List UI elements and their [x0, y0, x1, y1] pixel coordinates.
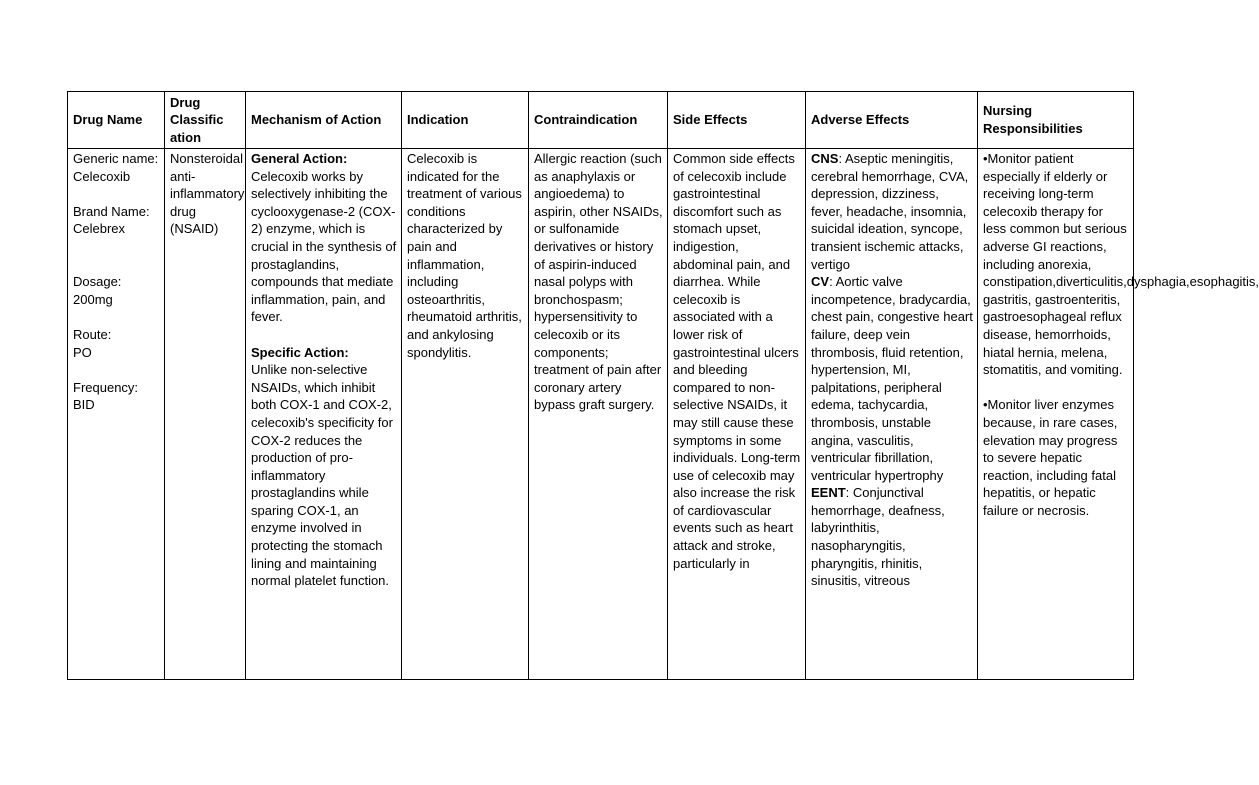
cns-text: : Aseptic meningitis, cerebral hemorrhage, CVA, depression, dizziness, fever, headache, insomnia, suicidal ideation, syncope, transient ischemic attacks, vertigo	[811, 151, 969, 272]
classification-text: Nonsteroidal anti-inflammatory drug (NSAID)	[170, 151, 245, 237]
brand-name-value: Celebrex	[73, 221, 126, 237]
header-drug-name: Drug Name	[68, 92, 165, 149]
table-row	[68, 149, 1134, 680]
cell-adverse-effects	[806, 149, 978, 680]
eent-label: EENT	[811, 485, 846, 501]
side-effects-text: Common side effects of celecoxib include gastrointestinal discomfort such as stomach upset, indigestion, abdominal pain, and diarrhea. While celecoxib is associated with a lower risk of gastrointestinal ulcers and bleeding compared to non-selective NSAIDs, it may still cause these symptoms in some individuals. Long-term use of celecoxib may also increase the risk of cardiovascular events such as heart attack and stroke, particularly in	[673, 151, 801, 571]
eent-text: : Conjunctival hemorrhage, deafness, labyrinthitis, nasopharyngitis, pharyngitis, rhinitis, sinusitis, vitreous	[811, 485, 945, 589]
header-side-effects: Side Effects	[668, 92, 806, 149]
nursing-item-gi-monitoring: •Monitor patient especially if elderly or receiving long-term celecoxib therapy for less common but serious adverse GI reactions, including anorexia, constipation,diverticulitis,dysphagia,esophagitis, gastritis, gastroenteritis, gastroesophageal reflux disease, hemorrhoids, hiatal hernia, melena, stomatitis, and vomiting.	[983, 151, 1259, 378]
header-mechanism-of-action: Mechanism of Action	[246, 92, 402, 149]
route-label: Route:	[73, 326, 112, 342]
cv-label: CV	[811, 274, 830, 290]
header-nursing-responsibilities: Nursing Responsibilities	[978, 92, 1134, 149]
specific-action-title: Specific Action:	[251, 344, 349, 360]
cell-drug-name	[68, 149, 165, 680]
table-header-row	[68, 92, 1134, 149]
header-drug-classification: Drug Classific ation	[165, 92, 246, 149]
cell-side-effects	[668, 149, 806, 680]
generic-name-label: Generic name:	[73, 151, 159, 166]
cell-mechanism	[246, 149, 402, 680]
specific-action-text: Unlike non-selective NSAIDs, which inhibit both COX-1 and COX-2, celecoxib's specificity for COX-2 reduces the production of pro-inflammatory prostaglandins while sparing COX-1, an enzyme involved in protecting the stomach lining and maintaining normal platelet function.	[251, 362, 397, 589]
cns-label: CNS	[811, 151, 839, 166]
cell-indication	[402, 149, 529, 680]
brand-name-label: Brand Name:	[73, 203, 150, 219]
cell-classification	[165, 149, 246, 680]
route-value: PO	[73, 344, 92, 360]
indication-text: Celecoxib is indicated for the treatment of various conditions characterized by pain and inflammation, including osteoarthritis, rheumatoid arthritis, and ankylosing spondylitis.	[407, 151, 522, 360]
header-adverse-effects: Adverse Effects	[806, 92, 978, 149]
generic-name-value: Celecoxib	[73, 168, 131, 184]
general-action-text: Celecoxib works by selectively inhibiting the cyclooxygenase-2 (COX-2) enzyme, which is crucial in the synthesis of prostaglandins, compounds that mediate inflammation, pain, and fever.	[251, 168, 400, 325]
frequency-label: Frequency:	[73, 379, 139, 395]
drug-study-table	[67, 91, 1259, 680]
nursing-item-liver-monitoring: •Monitor liver enzymes because, in rare cases, elevation may progress to severe hepatic reaction, including fatal hepatitis, or hepatic failure or necrosis.	[983, 397, 1118, 518]
cv-text: : Aortic valve incompetence, bradycardia, chest pain, congestive heart failure, deep vein thrombosis, fluid retention, hypertension, MI, palpitations, peripheral edema, tachycardia, thrombosis, unstable angina, vasculitis, ventricular fibrillation, ventricular hypertrophy	[811, 274, 973, 483]
cell-contraindication	[529, 149, 668, 680]
frequency-value: BID	[73, 397, 95, 413]
contraindication-text: Allergic reaction (such as anaphylaxis or angioedema) to aspirin, other NSAIDs, or sulfonamide derivatives or history of aspirin-induced nasal polyps with bronchospasm; hypersensitivity to celecoxib or its components; treatment of pain after coronary artery bypass graft surgery.	[534, 151, 663, 413]
header-contraindication: Contraindication	[529, 92, 668, 149]
dosage-value: 200mg	[73, 291, 113, 307]
header-indication: Indication	[402, 92, 529, 149]
cell-nursing-responsibilities	[978, 149, 1259, 680]
general-action-title: General Action:	[251, 151, 348, 166]
dosage-label: Dosage:	[73, 274, 122, 290]
